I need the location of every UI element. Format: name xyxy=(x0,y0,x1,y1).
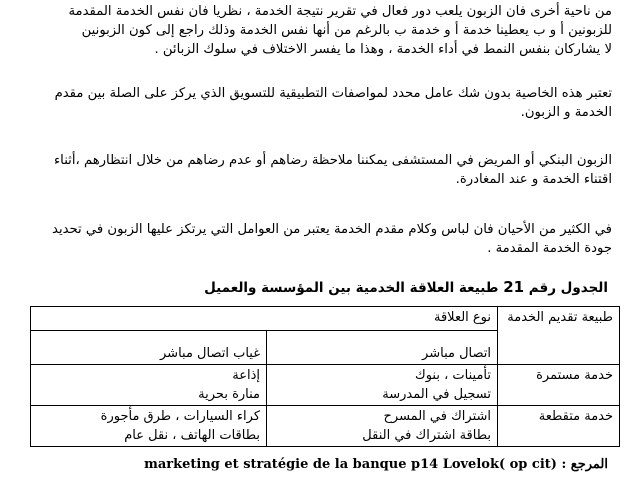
cell-line: تأمينات ، بنوك xyxy=(414,368,492,383)
table-row xyxy=(31,365,620,406)
paragraph-customer-role xyxy=(68,2,612,59)
paragraph-satisfaction xyxy=(54,151,612,189)
paragraph-line: الخدمة و الزبون. xyxy=(520,105,612,120)
source-label: المرجع : xyxy=(561,457,608,472)
paragraph-line: الزبون البنكي أو المريض في المستشفى يمكننا ملاحظة رضاهم أو عدم رضاهم من خلال انتظارهم ،أثناء xyxy=(53,153,612,168)
cell-line: إذاعة xyxy=(232,368,261,383)
subheader-direct-cell: اتصال مباشر xyxy=(267,331,498,365)
caption-title: طبيعة العلاقة الخدمية بين المؤسسة والعميل xyxy=(204,280,499,296)
header-relation-type-cell: نوع العلاقة xyxy=(31,307,498,331)
cell-line: منارة بحرية xyxy=(198,387,261,402)
table-header-row xyxy=(31,307,620,331)
paragraph-line: تعتبر هذه الخاصية بدون شك عامل محدد لمواصفات التطبيقية للتسويق الذي يركز على الصلة بين مقدم xyxy=(54,86,612,101)
paragraph-line: في الكثير من الأحيان فان لباس وكلام مقدم الخدمة يعتبر من العوامل التي يرتكز عليها الزبون في تحديد xyxy=(52,222,612,237)
row-label-cell: خدمة مستمرة xyxy=(498,365,620,406)
table-row xyxy=(31,406,620,447)
paragraph-line: جودة الخدمة المقدمة . xyxy=(487,241,612,256)
paragraph-line: من ناحية أخرى فان الزبون يلعب دور فعال في تقرير نتيجة الخدمة ، نظريا فان نفس الخدمة المقدمة xyxy=(68,4,612,19)
table-caption xyxy=(204,278,608,296)
cell-line: بطاقة اشتراك في النقل xyxy=(362,428,492,443)
caption-prefix: الجدول رقم xyxy=(528,280,608,296)
paragraph-line: لا يشاركان بنفس النمط في أداء الخدمة ، وهذا ما يفسر الاختلاف في سلوك الزبائن . xyxy=(154,42,612,57)
subheader-indirect-cell: غياب اتصال مباشر xyxy=(31,331,267,365)
source-citation: marketing et stratégie de la banque p14 Lovelok( op cit) xyxy=(144,457,557,472)
cell-line: تسجيل في المدرسة xyxy=(382,387,492,402)
indirect-contact-cell xyxy=(31,406,267,447)
paragraph-line: اقتناء الخدمة و عند المغادرة. xyxy=(455,172,612,187)
cell-line: كراء السيارات ، طرق مأجورة xyxy=(100,409,261,424)
source-reference xyxy=(144,457,608,472)
indirect-contact-cell xyxy=(31,365,267,406)
direct-contact-cell xyxy=(267,406,498,447)
cell-line: اشتراك في المسرح xyxy=(383,409,492,424)
service-relation-table xyxy=(30,306,620,447)
header-nature-cell: طبيعة تقديم الخدمة xyxy=(498,307,620,365)
paragraph-service-quality xyxy=(52,220,612,258)
paragraph-marketing-feature xyxy=(55,84,612,122)
row-label-cell: خدمة متقطعة xyxy=(498,406,620,447)
direct-contact-cell xyxy=(267,365,498,406)
caption-number: 21 xyxy=(503,278,525,296)
cell-line: بطاقات الهاتف ، نقل عام xyxy=(124,428,261,443)
paragraph-line: للزبونين أ و ب يعطينا خدمة أ و خدمة ب بالرغم من أنها نفس الخدمة وذلك راجع إلى كون الزبونين xyxy=(81,23,612,38)
